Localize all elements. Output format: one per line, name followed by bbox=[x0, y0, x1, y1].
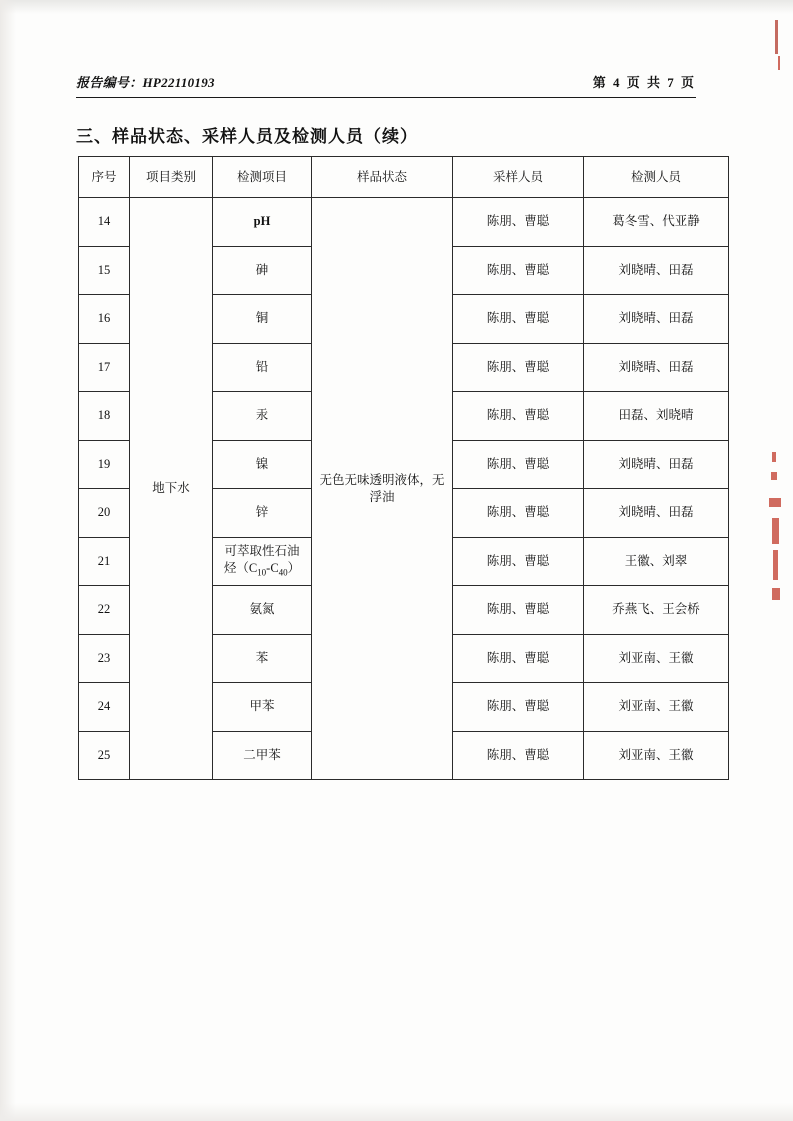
cell-sampler: 陈朋、曹聪 bbox=[453, 198, 584, 247]
cell-seq: 20 bbox=[79, 489, 130, 538]
cell-sampler: 陈朋、曹聪 bbox=[453, 586, 584, 635]
margin-stamp-mark bbox=[773, 550, 778, 580]
cell-item: 砷 bbox=[213, 246, 312, 295]
cell-tester: 刘晓晴、田磊 bbox=[584, 440, 729, 489]
column-header-sampler: 采样人员 bbox=[453, 157, 584, 198]
cell-item: 铜 bbox=[213, 295, 312, 344]
margin-stamp-mark bbox=[775, 20, 778, 54]
cell-item bbox=[213, 537, 312, 586]
column-header-seq: 序号 bbox=[79, 157, 130, 198]
margin-stamp-mark bbox=[769, 498, 781, 507]
cell-tester: 葛冬雪、代亚静 bbox=[584, 198, 729, 247]
column-header-sample-state: 样品状态 bbox=[312, 157, 453, 198]
scan-edge-bottom bbox=[0, 1103, 793, 1121]
scan-edge-left bbox=[0, 0, 16, 1121]
cell-item: 氨氮 bbox=[213, 586, 312, 635]
cell-tester: 刘亚南、王徽 bbox=[584, 731, 729, 780]
cell-item: pH bbox=[213, 198, 312, 247]
cell-tester: 刘亚南、王徽 bbox=[584, 634, 729, 683]
cell-seq: 14 bbox=[79, 198, 130, 247]
cell-item: 苯 bbox=[213, 634, 312, 683]
cell-item-line2-pre: 烃（C bbox=[223, 561, 258, 576]
cell-category: 地下水 bbox=[130, 198, 213, 780]
cell-tester: 刘晓晴、田磊 bbox=[584, 489, 729, 538]
cell-seq: 18 bbox=[79, 392, 130, 441]
cell-item-line2-post: ） bbox=[287, 561, 301, 576]
scan-edge-top bbox=[0, 0, 793, 14]
cell-sampler: 陈朋、曹聪 bbox=[453, 537, 584, 586]
table-row bbox=[79, 198, 729, 247]
cell-item-sub2: 40 bbox=[278, 567, 288, 578]
cell-item: 汞 bbox=[213, 392, 312, 441]
cell-item: 锌 bbox=[213, 489, 312, 538]
cell-seq: 22 bbox=[79, 586, 130, 635]
cell-item-line1: 可萃取性石油 bbox=[224, 544, 300, 559]
sample-status-table bbox=[78, 156, 729, 780]
cell-sampler: 陈朋、曹聪 bbox=[453, 392, 584, 441]
cell-seq: 23 bbox=[79, 634, 130, 683]
cell-sampler: 陈朋、曹聪 bbox=[453, 683, 584, 732]
cell-tester: 刘晓晴、田磊 bbox=[584, 295, 729, 344]
cell-sampler: 陈朋、曹聪 bbox=[453, 440, 584, 489]
margin-stamp-mark bbox=[772, 452, 776, 462]
cell-seq: 25 bbox=[79, 731, 130, 780]
cell-seq: 19 bbox=[79, 440, 130, 489]
cell-item: 镍 bbox=[213, 440, 312, 489]
column-header-item: 检测项目 bbox=[213, 157, 312, 198]
cell-sampler: 陈朋、曹聪 bbox=[453, 634, 584, 683]
cell-sampler: 陈朋、曹聪 bbox=[453, 295, 584, 344]
cell-tester: 刘晓晴、田磊 bbox=[584, 246, 729, 295]
cell-sampler: 陈朋、曹聪 bbox=[453, 489, 584, 538]
cell-seq: 21 bbox=[79, 537, 130, 586]
cell-seq: 24 bbox=[79, 683, 130, 732]
cell-seq: 16 bbox=[79, 295, 130, 344]
cell-item: 甲苯 bbox=[213, 683, 312, 732]
cell-sampler: 陈朋、曹聪 bbox=[453, 246, 584, 295]
column-header-category: 项目类别 bbox=[130, 157, 213, 198]
cell-sample-state: 无色无味透明液体，无浮油 bbox=[312, 198, 453, 780]
cell-tester: 刘亚南、王徽 bbox=[584, 683, 729, 732]
report-number: 报告编号：HP22110193 bbox=[76, 75, 215, 90]
page-number: 第 4 页 共 7 页 bbox=[592, 75, 696, 90]
page-title: 三、样品状态、采样人员及检测人员（续） bbox=[76, 127, 418, 146]
margin-stamp-mark bbox=[772, 588, 780, 600]
page-header bbox=[76, 72, 696, 98]
cell-item-sub1: 10 bbox=[257, 567, 267, 578]
cell-sampler: 陈朋、曹聪 bbox=[453, 343, 584, 392]
margin-stamp-mark bbox=[772, 518, 779, 544]
column-header-tester: 检测人员 bbox=[584, 157, 729, 198]
cell-sampler: 陈朋、曹聪 bbox=[453, 731, 584, 780]
table-header-row bbox=[79, 157, 729, 198]
margin-stamp-mark bbox=[771, 472, 777, 480]
cell-item: 铅 bbox=[213, 343, 312, 392]
cell-tester: 刘晓晴、田磊 bbox=[584, 343, 729, 392]
cell-item-line2-mid: -C bbox=[266, 561, 279, 576]
cell-seq: 17 bbox=[79, 343, 130, 392]
cell-seq: 15 bbox=[79, 246, 130, 295]
margin-stamp-mark bbox=[778, 56, 780, 70]
cell-tester: 乔燕飞、王会桥 bbox=[584, 586, 729, 635]
cell-tester: 田磊、刘晓晴 bbox=[584, 392, 729, 441]
cell-tester: 王徽、刘翠 bbox=[584, 537, 729, 586]
cell-item: 二甲苯 bbox=[213, 731, 312, 780]
